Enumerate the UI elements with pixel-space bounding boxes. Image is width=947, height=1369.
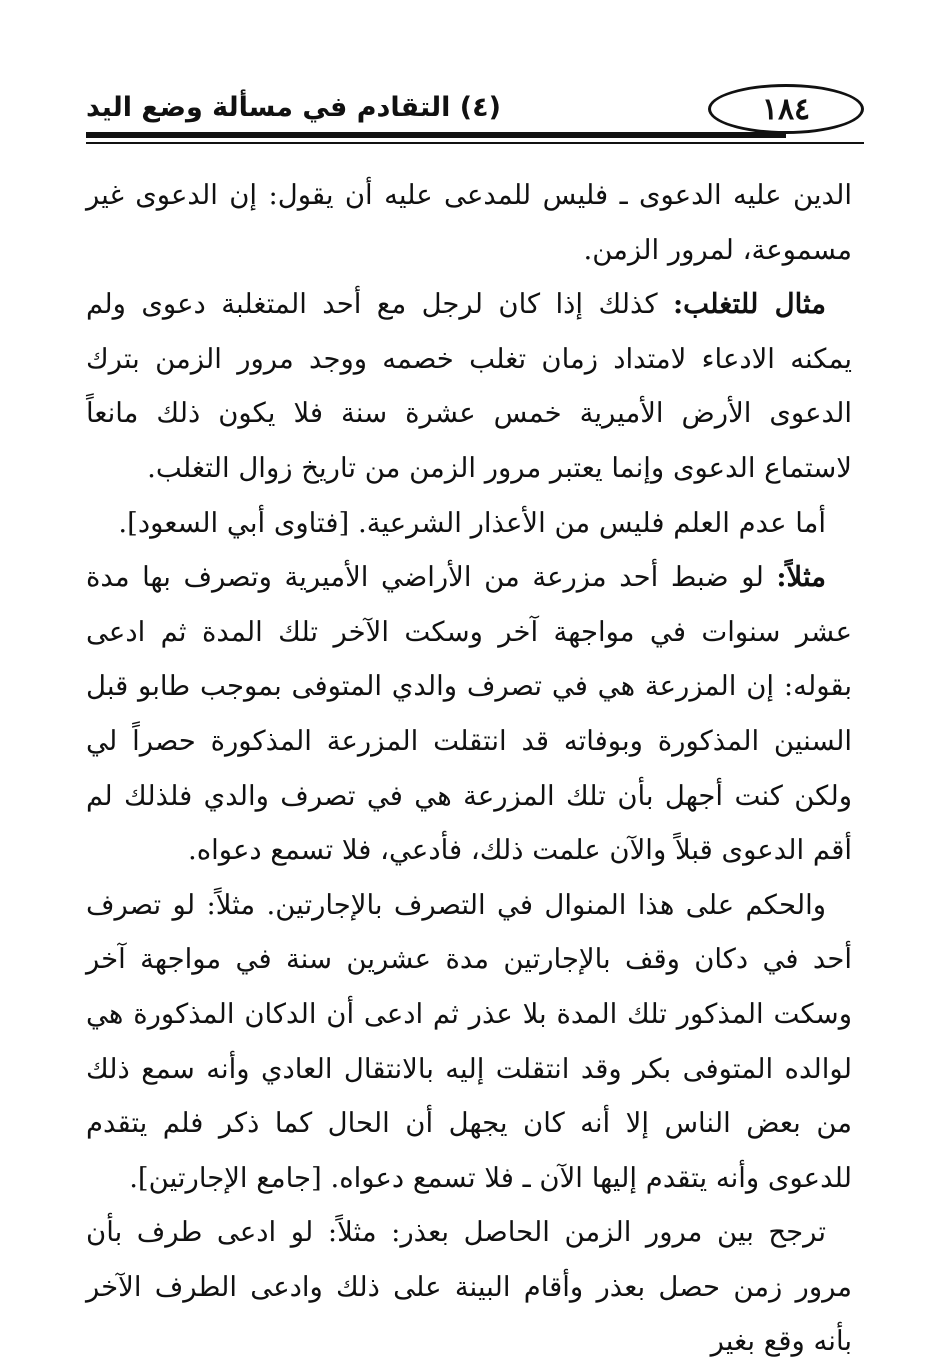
running-title: (٤) التقادم في مسألة وضع اليد: [86, 92, 501, 123]
paragraph-lead: مثال للتغلب:: [673, 288, 826, 321]
header-rule-thin: [86, 142, 864, 144]
body-text: [86, 168, 852, 1369]
paragraph: [86, 168, 852, 277]
paragraph: [86, 878, 852, 1206]
paragraph-text: الدين عليه الدعوى ـ فليس للمدعى عليه أن يقول: إن الدعوى غير مسموعة، لمرور الزمن.: [86, 179, 852, 266]
paragraph: [86, 496, 852, 551]
page-number: ١٨٤: [708, 84, 864, 134]
page-header: [86, 78, 864, 148]
paragraph: [86, 1205, 852, 1369]
paragraph-text: والحكم على هذا المنوال في التصرف بالإجارتين. مثلاً: لو تصرف أحد في دكان وقف بالإجارتين مدة عشرين سنة في مواجهة آخر وسكت المذكور تلك المدة بلا عذر ثم ادعى أن الدكان المذكورة هي لوالده المتوفى بكر وقد انتقلت إليه بالانتقال العادي وأنه سمع ذلك من بعض الناس إلا أنه كان يجهل أن الحال كما ذكر فلم يتقدم للدعوى وأنه يتقدم إليها الآن ـ فلا تسمع دعواه. [جامع الإجارتين].: [86, 888, 852, 1194]
paragraph: [86, 277, 852, 495]
header-rule-thick: [86, 132, 786, 138]
paragraph-lead: مثلاً:: [776, 561, 826, 594]
paragraph-text: كذلك إذا كان لرجل مع أحد المتغلبة دعوى ولم يمكنه الادعاء لامتداد زمان تغلب خصمه ووجد مرور الزمن بترك الدعوى الأرض الأميرية خمس عشرة سنة فلا يكون ذلك مانعاً لاستماع الدعوى وإنما يعتبر مرور الزمن من تاريخ زوال التغلب.: [86, 288, 852, 484]
paragraph-text: أما عدم العلم فليس من الأعذار الشرعية. [فتاوى أبي السعود].: [118, 506, 826, 539]
paragraph-text: لو ضبط أحد مزرعة من الأراضي الأميرية وتصرف بها مدة عشر سنوات في مواجهة آخر وسكت الآخر تلك المدة ثم ادعى بقوله: إن المزرعة هي في تصرف والدي المتوفى بموجب طابو قبل السنين المذكورة وبوفاته قد انتقلت المزرعة المذكورة حصراً لي ولكن كنت أجهل بأن تلك المزرعة هي في تصرف والدي فلذلك لم أقم الدعوى قبلاً والآن علمت ذلك، فأدعي، فلا تسمع دعواه.: [86, 561, 852, 867]
paragraph: [86, 550, 852, 878]
paragraph-text: ترجح بين مرور الزمن الحاصل بعذر: مثلاً: لو ادعى طرف بأن مرور زمن حصل بعذر وأقام البينة على ذلك وادعى الطرف الآخر بأنه وقع بغير: [86, 1216, 852, 1358]
